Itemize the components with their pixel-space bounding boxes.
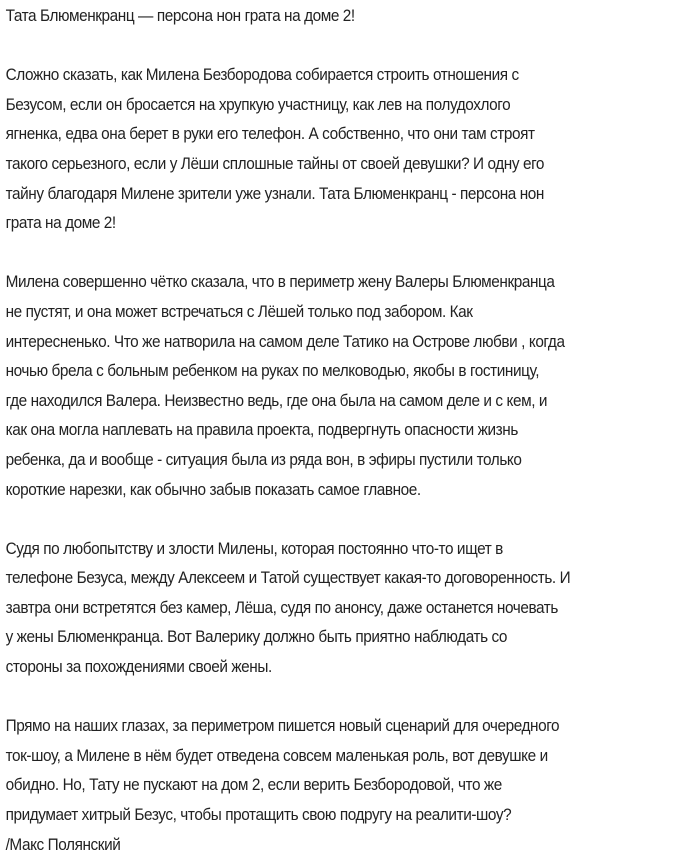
text-line: Сложно сказать, как Милена Безбородова собирается строить отношения с bbox=[5, 66, 519, 85]
text-line: Судя по любопытству и злости Милены, которая постоянно что-то ищет в bbox=[5, 539, 503, 558]
paragraph-spacer bbox=[6, 683, 696, 713]
paragraph-spacer bbox=[6, 32, 696, 62]
text-line: Безусом, если он бросается на хрупкую участницу, как лев на полудохлого bbox=[5, 95, 511, 114]
text-line: Прямо на наших глазах, за периметром пишется новый сценарий для очередного bbox=[5, 717, 560, 736]
text-line: стороны за похождениями своей жены. bbox=[5, 658, 272, 677]
text-line: придумает хитрый Безус, чтобы протащить свою подругу на реалити-шоу? bbox=[5, 806, 512, 825]
paragraph-spacer bbox=[6, 239, 696, 269]
paragraph-3 bbox=[6, 535, 696, 683]
text-line: как она могла наплевать на правила проекта, подвергнуть опасности жизнь bbox=[5, 421, 518, 440]
text-line: ягненка, едва она берет в руки его телефон. А собственно, что они там строят bbox=[5, 125, 535, 144]
text-line: не пустят, и она может встречаться с Лёшей только под забором. Как bbox=[5, 302, 473, 321]
text-line: грата на доме 2! bbox=[5, 214, 116, 233]
paragraph-4 bbox=[6, 712, 696, 860]
text-line: завтра они встретятся без камер, Лёша, судя по анонсу, даже останется ночевать bbox=[5, 598, 558, 617]
text-line: где находился Валера. Неизвестно ведь, где она была на самом деле и с кем, и bbox=[5, 391, 548, 410]
text-line: интересненько. Что же натворила на самом деле Татико на Острове любви , когда bbox=[5, 332, 565, 351]
paragraph-2 bbox=[6, 268, 696, 505]
text-line: тайну благодаря Милене зрители уже узнали. Тата Блюменкранц - персона нон bbox=[5, 184, 544, 203]
paragraph-spacer bbox=[6, 505, 696, 535]
text-line: ребенка, да и вообще - ситуация была из ряда вон, в эфиры пустили только bbox=[5, 450, 522, 469]
paragraph-1 bbox=[6, 61, 696, 239]
text-line: ночью брела с больным ребенком на руках по мелководью, якобы в гостиницу, bbox=[5, 362, 540, 381]
text-line: у жены Блюменкранца. Вот Валерику должно быть приятно наблюдать со bbox=[5, 628, 508, 647]
text-line: Милена совершенно чётко сказала, что в периметр жену Валеры Блюменкранца bbox=[5, 273, 555, 292]
text-line: ток-шоу, а Милене в нём будет отведена совсем маленькая роль, вот девушке и bbox=[5, 746, 548, 765]
text-line: телефоне Безуса, между Алексеем и Татой существует какая-то договоренность. И bbox=[5, 569, 571, 588]
text-line: обидно. Но, Тату не пускают на дом 2, если верить Безбородовой, что же bbox=[5, 776, 502, 795]
text-line: такого серьезного, если у Лёши сплошные тайны от своей девушки? И одну его bbox=[5, 154, 545, 173]
author-signature: /Макс Полянский bbox=[5, 835, 121, 854]
text-line: короткие нарезки, как обычно забыв показать самое главное. bbox=[5, 480, 421, 499]
article-title: Тата Блюменкранц — персона нон грата на доме 2! bbox=[5, 7, 355, 25]
